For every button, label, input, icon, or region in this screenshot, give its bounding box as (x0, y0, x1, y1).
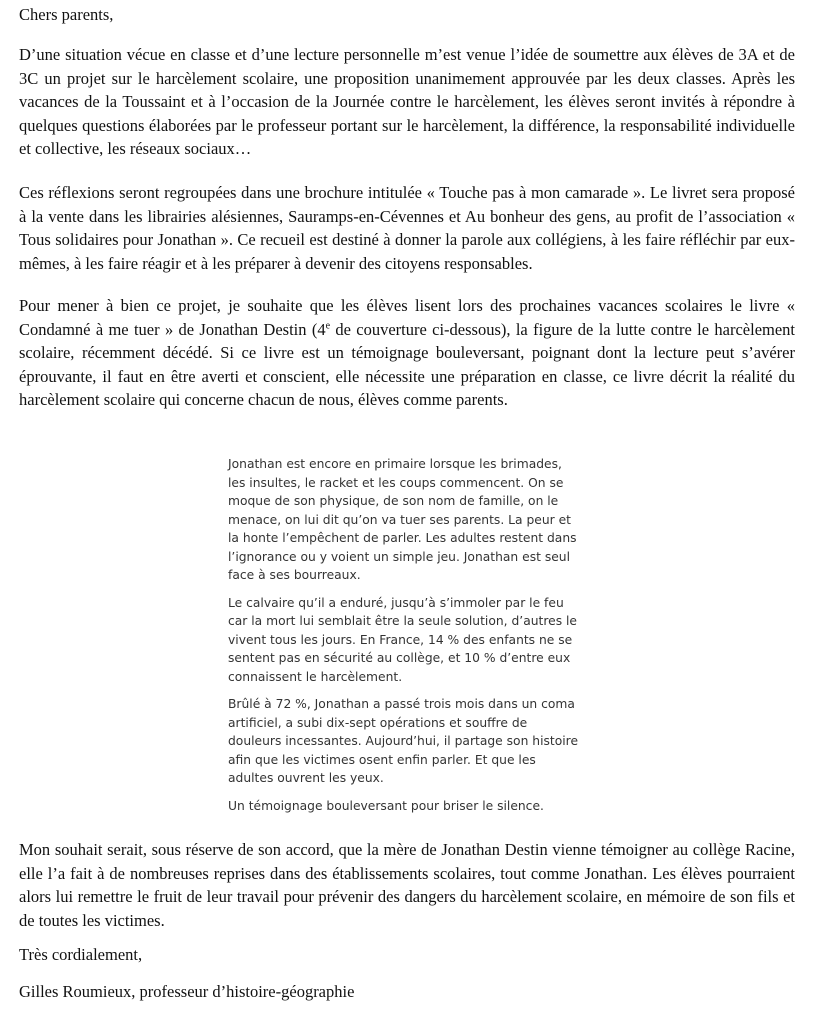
letter-paragraph-book (19, 294, 795, 412)
book-paragraph-text-start: Pour mener à bien ce projet, je souhaite que les élèves lisent lors des prochaines vacances scolaires le livre « Condamné à me tuer » de Jonathan Destin (4 (19, 296, 795, 339)
back-cover-tagline: Un témoignage bouleversant pour briser le silence. (228, 798, 544, 813)
back-cover-paragraph-3: Brûlé à 72 %, Jonathan a passé trois mois dans un coma artificiel, a subi dix-sept opérations et souffre de douleurs incessantes. Aujourd’hui, il partage son histoire afin que les victimes osent enfin parler. Et que les adultes ouvrent les yeux. (228, 697, 579, 785)
letter-closing: Très cordialement, (19, 945, 143, 964)
book-back-cover-excerpt (228, 455, 580, 824)
back-cover-paragraph-2: Le calvaire qu’il a enduré, jusqu’à s’immoler par le feu car la mort lui semblait être la seule solution, d’autres le vivent tous les jours. En France, 14 % des enfants ne se sentent pas en sécurité au collège, et 10 % d’entre eux connaissent le harcèlement. (228, 595, 577, 684)
letter-paragraph-brochure: Ces réflexions seront regroupées dans une brochure intitulée « Touche pas à mon camarade ». Le livret sera proposé à la vente dans les librairies alésiennes, Sauramps-en-Cévennes et Au bonheur des gens, au profit de l’association « Tous solidaires pour Jonathan ». Ce recueil est destiné à donner la parole aux collégiens, à les faire réfléchir par eux-mêmes, à les faire réagir et à les préparer à devenir des citoyens responsables. (19, 183, 795, 273)
ordinal-superscript: e (325, 320, 331, 331)
letter-greeting: Chers parents, (19, 5, 114, 24)
letter-signature: Gilles Roumieux, professeur d’histoire-géographie (19, 982, 355, 1001)
letter-paragraph-project: D’une situation vécue en classe et d’une lecture personnelle m’est venue l’idée de soumettre aux élèves de 3A et de 3C un projet sur le harcèlement scolaire, une proposition unanimement approuvée par les deux classes. Après les vacances de la Toussaint et à l’occasion de la Journée contre le harcèlement, les élèves seront invités à répondre à quelques questions élaborées par le professeur portant sur le harcèlement, la différence, la responsabilité individuelle et collective, les réseaux sociaux… (19, 45, 795, 158)
book-paragraph-text-end: de couverture ci-dessous), la figure de la lutte contre le harcèlement scolaire, récemment décédé. Si ce livre est un témoignage bouleversant, poignant dont la lecture peut s’avérer éprouvante, il faut en être averti et conscient, elle nécessite une préparation en classe, ce livre décrit la réalité du harcèlement scolaire qui concerne chacun de nous, élèves comme parents. (19, 319, 796, 409)
back-cover-paragraph-1: Jonathan est encore en primaire lorsque les brimades, les insultes, le racket et les coups commencent. On se moque de son physique, de son nom de famille, on le menace, on lui dit qu’on va tuer ses parents. La peur et la honte l’empêchent de parler. Les adultes restent dans l’ignorance ou y voient un simple jeu. Jonathan est seul face à ses bourreaux. (228, 457, 577, 582)
letter-paragraph-testimony: Mon souhait serait, sous réserve de son accord, que la mère de Jonathan Destin vienne témoigner au collège Racine, elle l’a fait à de nombreuses reprises dans des établissements scolaires, tout comme Jonathan. Les élèves pourraient alors lui remettre le fruit de leur travail pour prévenir des dangers du harcèlement scolaire, en mémoire de son fils et de toutes les victimes. (19, 840, 795, 930)
